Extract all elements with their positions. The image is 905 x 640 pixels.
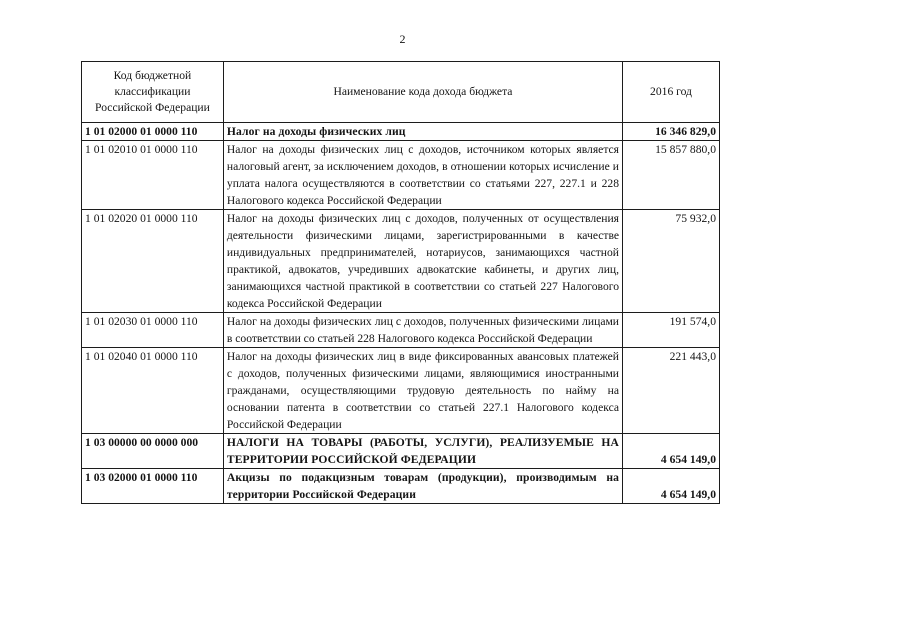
row-name: Налог на доходы физических лиц xyxy=(223,123,622,141)
header-code: Код бюджетной классификации Российской Федерации xyxy=(82,62,224,123)
row-name: Налог на доходы физических лиц с доходов, полученных от осуществления деятельности физическими лицами, зарегистрированными в качестве индивидуальных предпринимателей, нотариусов, занимающихся частной практикой, адвокатов, учредивших адвокатские кабинеты, и других лиц, занимающихся частной практикой в соответствии со статьей 227 Налогового кодекса Российской Федерации xyxy=(223,210,622,313)
row-code: 1 03 02000 01 0000 110 xyxy=(82,469,224,504)
table-row xyxy=(82,210,720,313)
table-header-row xyxy=(82,62,720,123)
row-amount: 16 346 829,0 xyxy=(623,123,720,141)
page-number: 2 xyxy=(399,32,406,46)
row-amount: 4 654 149,0 xyxy=(623,434,720,469)
row-code: 1 01 02030 01 0000 110 xyxy=(82,313,224,348)
header-amount: 2016 год xyxy=(623,62,720,123)
row-code: 1 01 02010 01 0000 110 xyxy=(82,141,224,210)
table-row xyxy=(82,313,720,348)
row-amount: 15 857 880,0 xyxy=(623,141,720,210)
header-name: Наименование кода дохода бюджета xyxy=(223,62,622,123)
row-code: 1 01 02020 01 0000 110 xyxy=(82,210,224,313)
table-row xyxy=(82,469,720,504)
row-code: 1 01 02040 01 0000 110 xyxy=(82,348,224,434)
row-code: 1 03 00000 00 0000 000 xyxy=(82,434,224,469)
row-name: НАЛОГИ НА ТОВАРЫ (РАБОТЫ, УСЛУГИ), РЕАЛИЗУЕМЫЕ НА ТЕРРИТОРИИ РОССИЙСКОЙ ФЕДЕРАЦИИ xyxy=(223,434,622,469)
row-name: Налог на доходы физических лиц в виде фиксированных авансовых платежей с доходов, полученных физическими лицами, являющимися иностранными гражданами, осуществляющими трудовую деятельность по найму на основании патента в соответствии со статьей 227.1 Налогового кодекса Российской Федерации xyxy=(223,348,622,434)
row-name: Налог на доходы физических лиц с доходов, источником которых является налоговый агент, за исключением доходов, в отношении которых исчисление и уплата налога осуществляются в соответствии со статьями 227, 227.1 и 228 Налогового кодекса Российской Федерации xyxy=(223,141,622,210)
table-row xyxy=(82,141,720,210)
row-amount: 4 654 149,0 xyxy=(623,469,720,504)
row-amount: 221 443,0 xyxy=(623,348,720,434)
row-amount: 75 932,0 xyxy=(623,210,720,313)
row-name: Акцизы по подакцизным товарам (продукции), производимым на территории Российской Федерации xyxy=(223,469,622,504)
table-row xyxy=(82,348,720,434)
table-row xyxy=(82,123,720,141)
table-row xyxy=(82,434,720,469)
row-amount: 191 574,0 xyxy=(623,313,720,348)
row-name: Налог на доходы физических лиц с доходов, полученных физическими лицами в соответствии со статьей 228 Налогового кодекса Российской Федерации xyxy=(223,313,622,348)
row-code: 1 01 02000 01 0000 110 xyxy=(82,123,224,141)
budget-revenue-table xyxy=(81,61,720,504)
